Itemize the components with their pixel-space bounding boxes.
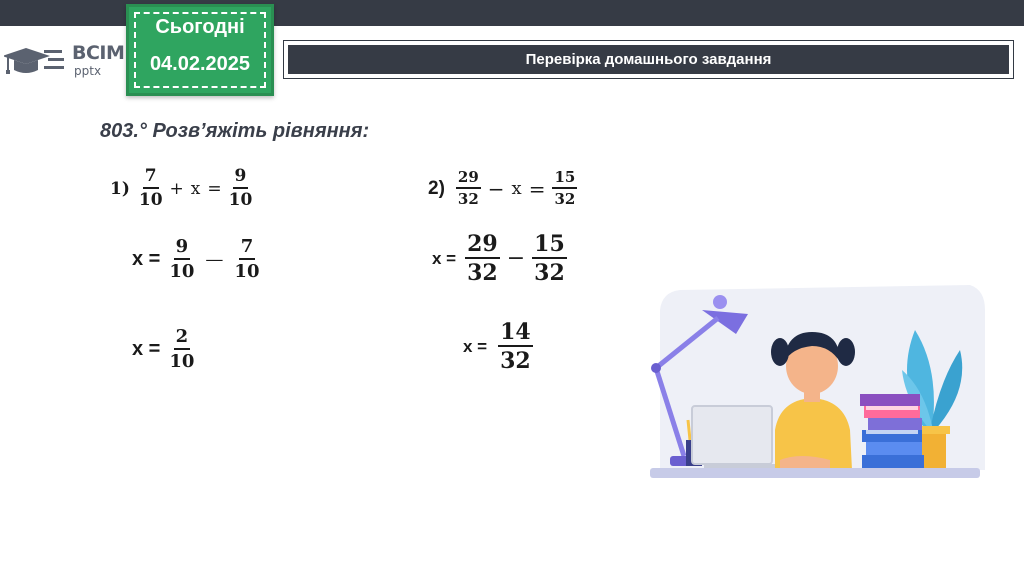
numerator: 2: [174, 328, 191, 350]
denominator: 32: [500, 348, 531, 374]
fraction: [498, 321, 533, 372]
numerator: 15: [534, 231, 565, 257]
equation-2: [428, 170, 580, 207]
variable-x: x: [190, 178, 201, 199]
laptop-icon: [692, 406, 784, 470]
numerator: 9: [174, 238, 191, 260]
denominator: 10: [138, 190, 163, 210]
equals-sign: =: [528, 176, 546, 201]
variable-x: x: [511, 178, 522, 199]
numerator: 15: [552, 170, 577, 189]
equation-1: [110, 168, 255, 209]
date-badge: [126, 4, 274, 96]
fraction: [169, 238, 194, 281]
equation-2-answer: [463, 321, 536, 372]
x-equals: x =: [132, 338, 161, 360]
fraction: [456, 170, 481, 207]
title-bar: [283, 40, 1014, 79]
denominator: 10: [228, 190, 253, 210]
numerator: 7: [143, 168, 159, 189]
x-equals: x =: [432, 248, 457, 268]
numerator: 9: [233, 168, 249, 189]
books-icon: [860, 394, 924, 469]
logo-subtext: pptx: [74, 64, 102, 78]
denominator: 32: [457, 190, 479, 208]
denominator: 32: [554, 190, 576, 208]
plus-sign: +: [169, 178, 184, 199]
fraction: [552, 170, 577, 207]
minus-sign: −: [487, 176, 505, 201]
denominator: 32: [534, 260, 565, 286]
fraction: [532, 233, 567, 284]
numerator: 29: [456, 170, 481, 189]
denominator: 32: [467, 260, 498, 286]
student-illustration: [640, 270, 990, 500]
denominator: 10: [234, 261, 260, 282]
fraction: [234, 238, 259, 281]
title-bar-inner: [288, 45, 1009, 74]
fraction: [465, 233, 500, 284]
date-label: Сьогодні: [155, 16, 245, 38]
numerator: 7: [239, 238, 256, 260]
fraction: [229, 168, 253, 209]
logo-text: ВСІМ: [72, 42, 125, 64]
equation-2-label: 2): [428, 177, 445, 199]
equals-sign: =: [207, 178, 222, 199]
numerator: 14: [500, 319, 531, 345]
logo: [4, 40, 126, 84]
x-equals: x =: [463, 336, 488, 356]
graduation-cap-icon: [4, 40, 70, 84]
numerator: 29: [467, 231, 498, 257]
x-equals: x =: [132, 248, 161, 270]
equation-1-answer: [132, 328, 197, 371]
minus-sign: —: [205, 249, 224, 270]
task-title: 803.° Розв’яжіть рівняння:: [100, 120, 370, 142]
slide-title: Перевірка домашнього завдання: [525, 51, 772, 68]
date-value: 04.02.2025: [149, 53, 251, 75]
denominator: 10: [169, 261, 195, 282]
minus-sign: −: [506, 246, 526, 271]
fraction: [169, 328, 194, 371]
equation-2-step-1: [432, 233, 570, 284]
desk: [650, 468, 980, 478]
denominator: 10: [169, 351, 195, 372]
fraction: [139, 168, 163, 209]
equation-1-step-1: [132, 238, 262, 281]
equation-1-label: 1): [110, 178, 130, 199]
